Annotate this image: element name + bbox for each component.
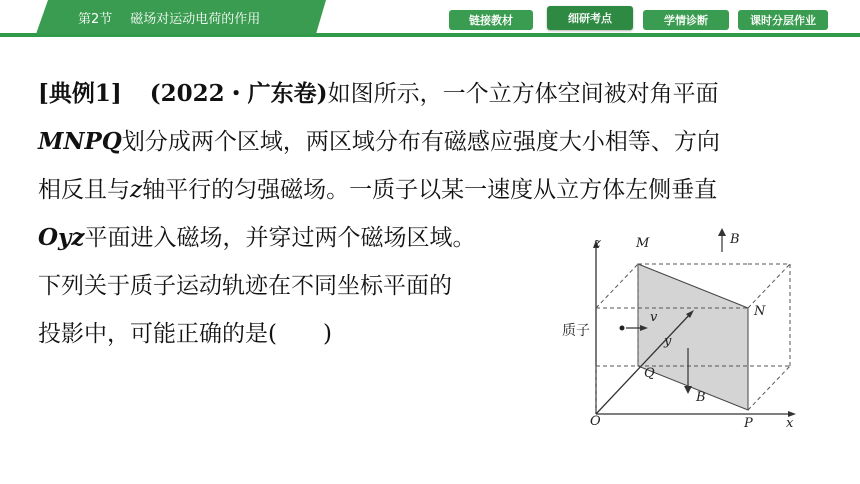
problem-source: (2022・广东卷): [149, 80, 328, 107]
nav-homework[interactable]: 课时分层作业: [738, 10, 828, 30]
problem-line-3: [38, 166, 717, 214]
line4-text: 平面进入磁场，并穿过两个磁场区域。: [84, 225, 476, 251]
line6-text: 投影中，可能正确的是: [38, 321, 268, 347]
problem-line-6: [38, 310, 332, 358]
plane-mnpq: MNPQ: [38, 128, 122, 155]
z-axis-symbol: z: [130, 177, 143, 203]
label-v: v: [650, 310, 658, 325]
chapter-title: 磁场对运动电荷的作用: [130, 12, 261, 27]
proton-dot: [620, 326, 625, 331]
label-b-bottom: B: [696, 390, 706, 405]
header-bar: [0, 0, 860, 38]
nav-link-textbook[interactable]: 链接教材: [449, 10, 533, 30]
label-b-top: B: [730, 232, 740, 247]
label-proton: 质子: [562, 323, 590, 339]
plane-oyz: Oyz: [38, 224, 85, 251]
problem-line-1: [38, 70, 719, 118]
example-tag: [典例1]: [38, 80, 122, 107]
problem-line-4: [38, 214, 475, 262]
label-m: M: [636, 236, 650, 251]
label-q: Q: [644, 366, 655, 381]
label-o: O: [590, 414, 601, 429]
label-z: z: [594, 236, 601, 251]
chapter-heading: [78, 8, 260, 27]
label-n: N: [754, 304, 766, 319]
nav-detailed-points[interactable]: 细研考点: [547, 6, 633, 30]
line3-prefix: 相反且与: [38, 177, 130, 203]
label-p: P: [744, 416, 753, 431]
line2-text: 划分成两个区域，两区域分布有磁感应强度大小相等、方向: [121, 129, 720, 155]
cube-figure: [560, 228, 810, 438]
cube-diagram: [560, 228, 810, 438]
label-x: x: [786, 416, 794, 431]
answer-blank: ( ): [268, 321, 332, 347]
plane-mnpq-shape: [638, 264, 748, 410]
line3-text: 轴平行的匀强磁场。一质子以某一速度从立方体左侧垂直: [142, 177, 718, 203]
nav-learning-diagnosis[interactable]: 学情诊断: [643, 10, 729, 30]
problem-line-2: [38, 118, 720, 166]
chapter-number: 第2节: [78, 12, 113, 27]
problem-line-5: 下列关于质子运动轨迹在不同坐标平面的: [38, 273, 452, 299]
label-y: y: [664, 334, 672, 349]
line1-text: 如图所示，一个立方体空间被对角平面: [327, 81, 719, 107]
